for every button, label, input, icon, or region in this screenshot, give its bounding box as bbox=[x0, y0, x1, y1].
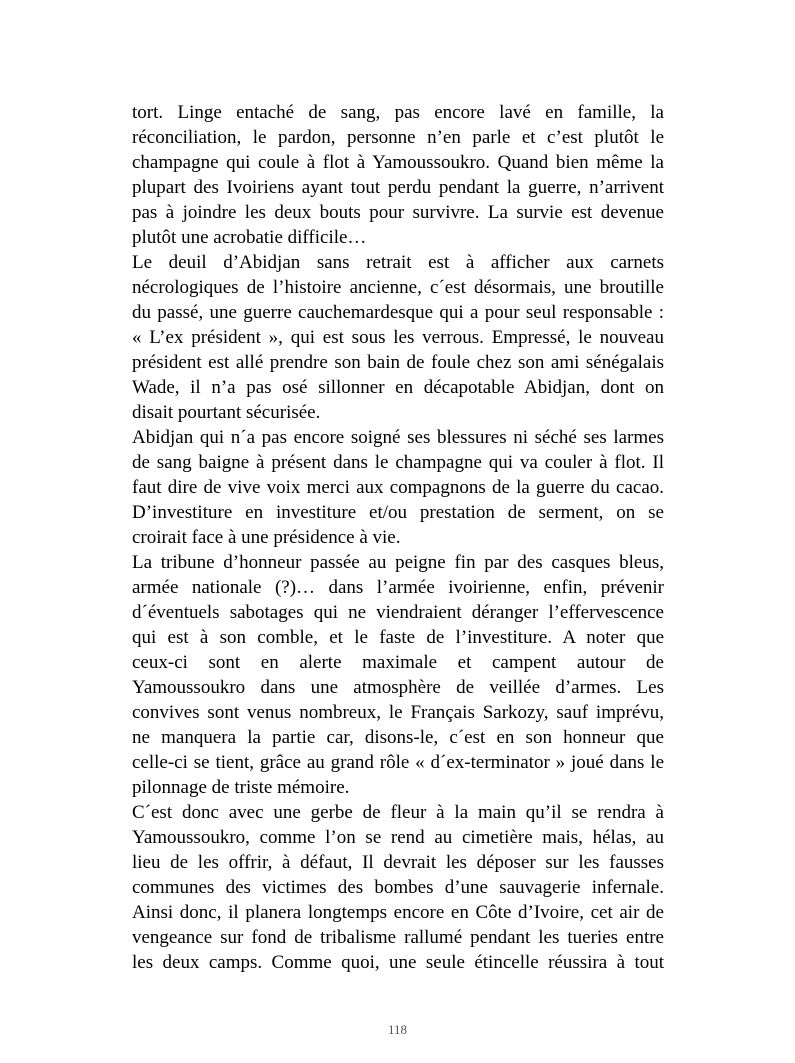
text-line: Abidjan qui n´a pas encore soigné ses blessures ni séché ses larmes bbox=[132, 427, 664, 448]
text-line: Yamoussoukro dans une atmosphère de veillée d’armes. Les bbox=[132, 677, 664, 698]
text-line: Ainsi donc, il planera longtemps encore en Côte d’Ivoire, cet air de bbox=[132, 902, 664, 923]
text-line: tort. Linge entaché de sang, pas encore lavé en famille, la bbox=[132, 102, 664, 123]
text-line: croirait face à une présidence à vie. bbox=[132, 527, 401, 548]
text-line: C´est donc avec une gerbe de fleur à la main qu’il se rendra à bbox=[132, 802, 664, 823]
text-line: celle-ci se tient, grâce au grand rôle « d´ex-terminator » joué dans le bbox=[132, 752, 664, 773]
text-line: vengeance sur fond de tribalisme rallumé pendant les tueries entre bbox=[132, 927, 664, 948]
paragraph bbox=[132, 250, 664, 425]
text-line: D’investiture en investiture et/ou prestation de serment, on se bbox=[132, 502, 664, 523]
paragraph bbox=[132, 550, 664, 800]
text-line: communes des victimes des bombes d’une sauvagerie infernale. bbox=[132, 877, 664, 898]
text-line: Wade, il n’a pas osé sillonner en décapotable Abidjan, dont on bbox=[132, 377, 664, 398]
text-line: La tribune d’honneur passée au peigne fin par des casques bleus, bbox=[132, 552, 664, 573]
text-line: champagne qui coule à flot à Yamoussoukro. Quand bien même la bbox=[132, 152, 664, 173]
text-line: « L’ex président », qui est sous les verrous. Empressé, le nouveau bbox=[132, 327, 664, 348]
text-line: disait pourtant sécurisée. bbox=[132, 402, 321, 423]
text-line: armée nationale (?)… dans l’armée ivoirienne, enfin, prévenir bbox=[132, 577, 664, 598]
page-number: 118 bbox=[387, 1022, 408, 1037]
text-line: Yamoussoukro, comme l’on se rend au cimetière mais, hélas, au bbox=[132, 827, 664, 848]
paragraph bbox=[132, 425, 664, 550]
text-line: d´éventuels sabotages qui ne viendraient déranger l’effervescence bbox=[132, 602, 664, 623]
text-line: faut dire de vive voix merci aux compagnons de la guerre du cacao. bbox=[132, 477, 664, 498]
text-line: plupart des Ivoiriens ayant tout perdu pendant la guerre, n’arrivent bbox=[132, 177, 664, 198]
text-line: pilonnage de triste mémoire. bbox=[132, 777, 350, 798]
text-line: de sang baigne à présent dans le champagne qui va couler à flot. Il bbox=[132, 452, 664, 473]
text-line: nécrologiques de l’histoire ancienne, c´est désormais, une broutille bbox=[132, 277, 664, 298]
text-line: ceux-ci sont en alerte maximale et campent autour de bbox=[132, 652, 664, 673]
text-line: plutôt une acrobatie difficile… bbox=[132, 227, 367, 248]
text-line: pas à joindre les deux bouts pour survivre. La survie est devenue bbox=[132, 202, 664, 223]
text-line: Le deuil d’Abidjan sans retrait est à afficher aux carnets bbox=[132, 252, 664, 273]
body-text bbox=[132, 100, 664, 975]
text-line: lieu de les offrir, à défaut, Il devrait les déposer sur les fausses bbox=[132, 852, 664, 873]
paragraph bbox=[132, 100, 664, 250]
text-line: convives sont venus nombreux, le Français Sarkozy, sauf imprévu, bbox=[132, 702, 664, 723]
paragraph bbox=[132, 800, 664, 975]
text-line: ne manquera la partie car, disons-le, c´est en son honneur que bbox=[132, 727, 664, 748]
text-line: du passé, une guerre cauchemardesque qui a pour seul responsable : bbox=[132, 302, 664, 323]
text-line: président est allé prendre son bain de foule chez son ami sénégalais bbox=[132, 352, 664, 373]
text-line: qui est à son comble, et le faste de l’investiture. A noter que bbox=[132, 627, 664, 648]
text-line: réconciliation, le pardon, personne n’en parle et c’est plutôt le bbox=[132, 127, 664, 148]
text-line: les deux camps. Comme quoi, une seule étincelle réussira à tout bbox=[132, 952, 664, 973]
